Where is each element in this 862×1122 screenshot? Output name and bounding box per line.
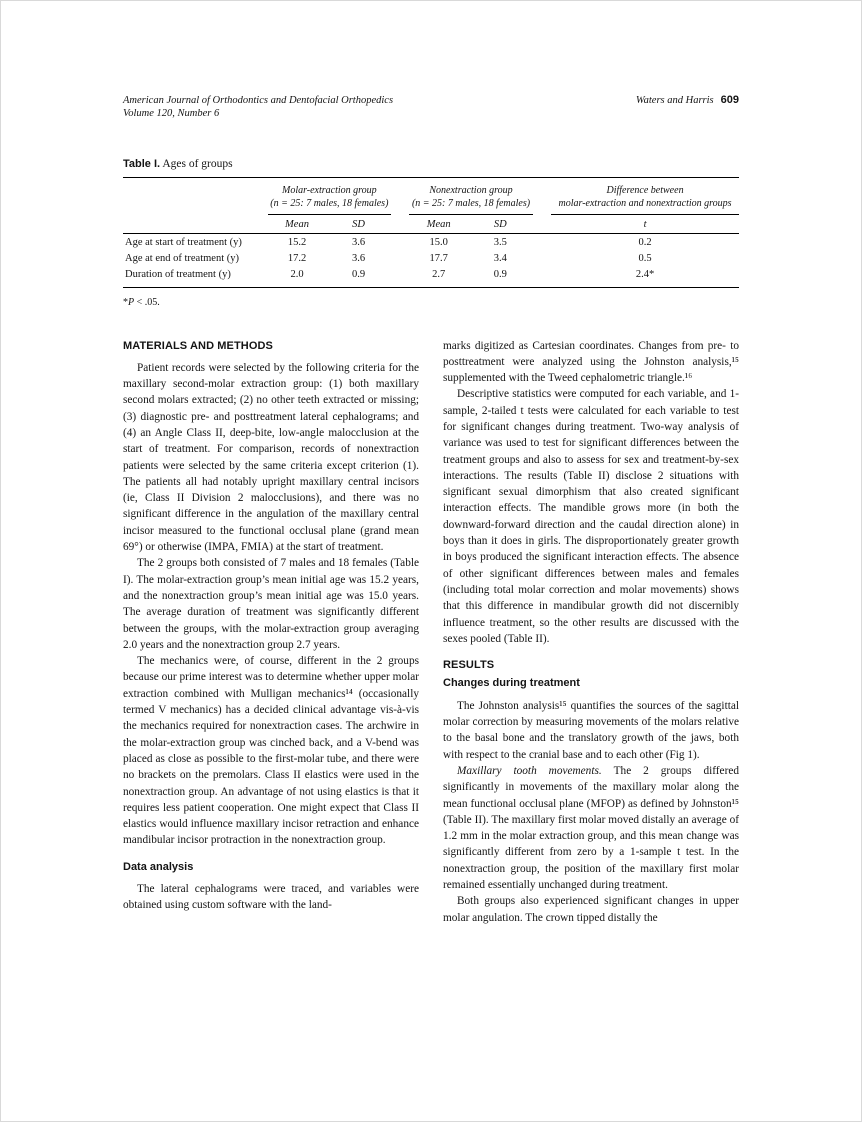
value-cell: 3.6 bbox=[352, 236, 366, 248]
running-authors: Waters and Harris bbox=[635, 95, 714, 106]
subheader-sd: SD bbox=[468, 215, 533, 234]
table-row bbox=[123, 250, 739, 266]
group-header-difference bbox=[551, 178, 739, 215]
journal-volume: Volume 120, Number 6 bbox=[123, 108, 220, 119]
article-body bbox=[123, 338, 739, 926]
subheader-mean: Mean bbox=[409, 215, 468, 234]
group-header-line: (n = 25: 7 males, 18 females) bbox=[411, 197, 531, 209]
table-row bbox=[123, 266, 739, 287]
empty-cell bbox=[123, 215, 268, 234]
page-number: 609 bbox=[720, 94, 739, 106]
group-header-line: Nonextraction group bbox=[429, 185, 513, 196]
gap-cell bbox=[533, 178, 551, 215]
paragraph: marks digitized as Cartesian coordinates. Changes from pre- to posttreatment were analyzed using the Johnston analysis,¹⁵ supplemented with the Tweed cephalometric triangle.¹⁶ bbox=[443, 339, 739, 385]
value-cell: 17.2 bbox=[287, 252, 307, 264]
subsection-heading-data-analysis: Data analysis bbox=[123, 860, 194, 873]
value-cell: 0.5 bbox=[638, 252, 652, 264]
subheader-sd: SD bbox=[326, 215, 391, 234]
gap-cell bbox=[391, 178, 409, 215]
table-caption-label: Table I. bbox=[123, 158, 161, 170]
row-label: Age at end of treatment (y) bbox=[125, 252, 239, 264]
footnote-star: * bbox=[123, 296, 128, 308]
table-caption bbox=[123, 158, 739, 170]
group-header-row bbox=[123, 178, 739, 215]
subsection-heading-changes: Changes during treatment bbox=[443, 677, 580, 690]
group-header-line: (n = 25: 7 males, 18 females) bbox=[270, 197, 389, 209]
gap-cell bbox=[533, 215, 551, 234]
table-footnote bbox=[123, 297, 739, 308]
paragraph: The lateral cephalograms were traced, and variables were obtained using custom software with the land- bbox=[123, 883, 419, 912]
paragraph: The Johnston analysis¹⁵ quantifies the sources of the sagittal molar correction by measuring movements of the molars relative to the basal bone and the translatory growth of the jaws, both with respect to the cranial base and to each other (Fig 1). bbox=[443, 699, 739, 761]
table-caption-text: Ages of groups bbox=[162, 158, 233, 170]
column-right bbox=[443, 338, 739, 926]
value-cell: 3.5 bbox=[493, 236, 507, 248]
gap-cell bbox=[533, 266, 551, 287]
group-header-line: molar-extraction and nonextraction groups bbox=[558, 197, 732, 209]
value-cell: 0.9 bbox=[468, 266, 533, 287]
section-heading-materials: MATERIALS AND METHODS bbox=[123, 339, 273, 352]
gap-cell bbox=[533, 234, 551, 251]
gap-cell bbox=[391, 250, 409, 266]
italic-lead: Maxillary tooth movements. bbox=[457, 764, 614, 777]
group-header-line: Molar-extraction group bbox=[281, 185, 377, 196]
column-left bbox=[123, 338, 419, 926]
value-cell: 0.2 bbox=[638, 236, 652, 248]
subheader-row bbox=[123, 215, 739, 234]
value-cell: 17.7 bbox=[429, 252, 448, 264]
footnote-rest: < .05. bbox=[134, 296, 160, 308]
group-header-line: Difference between bbox=[606, 185, 684, 196]
table-row bbox=[123, 234, 739, 251]
paragraph: The 2 groups both consisted of 7 males and 18 females (Table I). The molar-extraction group’s mean initial age was 15.2 years, and the nonextraction group’s mean initial age was 15.0 years. The average duration of treatment was significantly different between the groups, with the molar-extraction group averaging 2.0 years and the nonextraction group 2.7 years. bbox=[123, 557, 419, 651]
paragraph: Descriptive statistics were computed for each variable, and 1-sample, 2-tailed t tests were calculated for each variable to test for significant changes during treatment. Two-way analysis of variance was used to test for significant differences between the treatment groups and also to assess for sex and treatment-by-sex interactions. The results (Table II) disclose 2 situations with significant sexual dimorphism that also created significant interaction effects. The mandible grows more (in both the downward-forward direction and the caudal direction alone) in boys than it does in girls. The disproportionately greater growth in boys produced the significant interaction effects. The absence of other significant differences between males and females (including total molar correction and molar movements) shows that this difference in mandibular growth did not discernibly influence treatment, so the other results are discussed with the sexes pooled (Table II). bbox=[443, 388, 739, 645]
empty-cell bbox=[123, 178, 268, 215]
value-cell: 0.9 bbox=[326, 266, 391, 287]
journal-title: American Journal of Orthodontics and Dentofacial Orthopedics bbox=[123, 95, 394, 106]
value-cell: 3.6 bbox=[352, 252, 366, 264]
value-cell: 2.7 bbox=[409, 266, 468, 287]
row-label: Duration of treatment (y) bbox=[123, 266, 268, 287]
gap-cell bbox=[533, 250, 551, 266]
value-cell: 2.0 bbox=[268, 266, 327, 287]
gap-cell bbox=[391, 215, 409, 234]
paragraph: The mechanics were, of course, different in the 2 groups because our prime interest was to determine whether upper molar extraction combined with Mulligan mechanics¹⁴ (occasionally termed V mechanics) has a decided clinical advantage vis-à-vis the mechanics required for nonextraction cases. The archwire in the molar-extraction group was cinched back, and a V-bend was placed as close as possible to the first-molar tube, and there were no brackets on the premolars. Class II elastics were used in the nonextraction group. An advantage of not using elastics is that it requires less patient cooperation. One might expect that Class II elastics would influence maxillary incisor retraction and enhance mandibular incisor protraction in the nonextraction group. bbox=[123, 655, 419, 847]
paragraph: Patient records were selected by the following criteria for the maxillary second-molar extraction group: (1) both maxillary second molars extracted; (2) no other teeth extracted or missing; (3) diagnostic pre- and posttreatment lateral cephalograms; and (4) an Angle Class II, deep-bite, low-angle malocclusion at the start of treatment. For comparison, records of nonextraction patients were selected by the same criteria except criterion (1). The patients all had notably upright maxillary central incisors (ie, Class II Division 2 malocclusions), and there was no significant difference in the angulation of the maxillary central incisor measured to the functional occlusal plane (grand mean 69°) or otherwise (IMPA, FMIA) at the start of treatment. bbox=[123, 361, 419, 554]
subheader-mean: Mean bbox=[268, 215, 327, 234]
running-head bbox=[123, 94, 739, 120]
row-label: Age at start of treatment (y) bbox=[125, 236, 242, 248]
running-head-right bbox=[636, 94, 739, 107]
section-heading-results: RESULTS bbox=[443, 659, 495, 672]
footnote-p: P bbox=[128, 296, 135, 308]
value-cell: 2.4* bbox=[551, 266, 739, 287]
group-header-molar-extraction bbox=[268, 178, 391, 215]
paragraph-text: The 2 groups differed significantly in movements of the maxillary molar along the mean functional occlusal plane (MFOP) as defined by Johnston¹⁵ (Table II). The maxillary first molar moved distally an average of 1.2 mm in the molar extraction group, and this mean change was significantly different from zero by a 1-sample t test. In the nonextraction group, the position of the maxillary first molar remained essentially unchanged during treatment. bbox=[443, 764, 739, 891]
journal-info bbox=[123, 94, 393, 120]
gap-cell bbox=[391, 234, 409, 251]
gap-cell bbox=[391, 266, 409, 287]
paragraph bbox=[443, 763, 739, 893]
ages-table bbox=[123, 177, 739, 288]
subheader-t: t bbox=[551, 215, 739, 234]
paragraph: Both groups also experienced significant changes in upper molar angulation. The crown tipped distally the bbox=[443, 895, 739, 924]
group-header-nonextraction bbox=[409, 178, 532, 215]
value-cell: 3.4 bbox=[493, 252, 507, 264]
value-cell: 15.2 bbox=[287, 236, 307, 248]
value-cell: 15.0 bbox=[429, 236, 448, 248]
